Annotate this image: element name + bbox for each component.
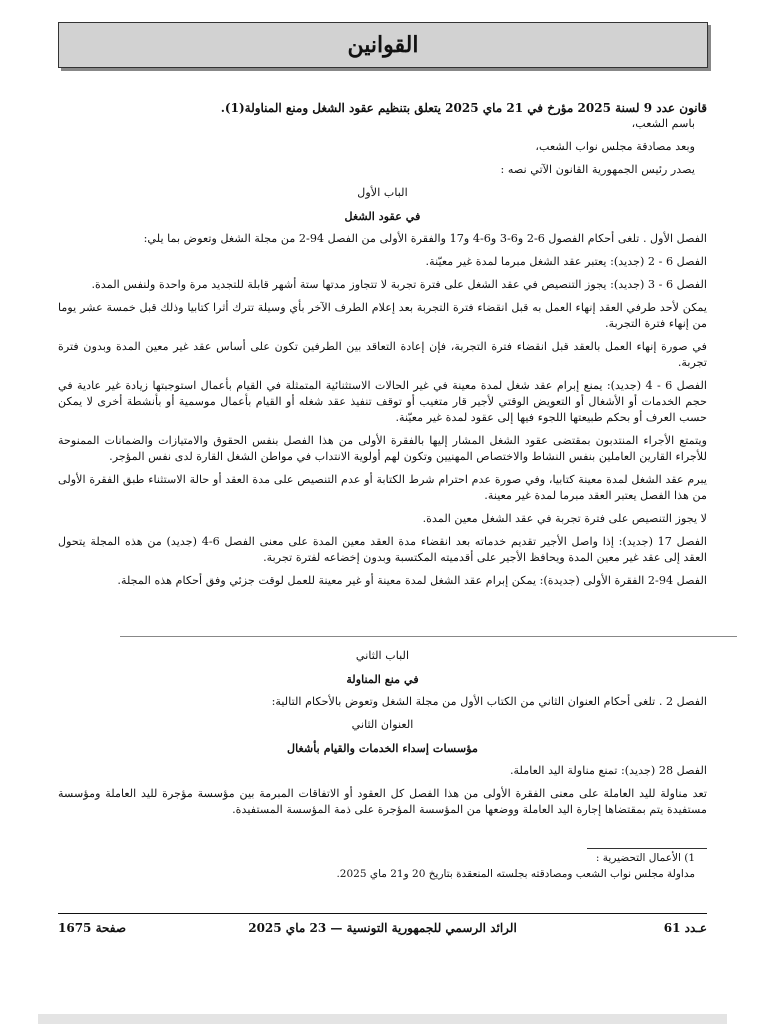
article-paragraph: يبرم عقد الشغل لمدة معينة كتابيا، وفي صورة عدم احترام شرط الكتابة أو عدم التنصيص على مدة العقد أو حالة الاستثناء طبق الفقرة الأولى من هذا الفصل يعتبر العقد مبرما لمدة غير معينة.	[58, 473, 707, 502]
article-paragraph: يمكن لأحد طرفي العقد إنهاء العمل به قبل انقضاء فترة التجربة بعد إعلام الطرف الآخر بأي وسيلة تترك أثرا كتابيا وذلك قبل خمسة عشر يوما من إنهاء فترة التجربة.	[58, 301, 707, 330]
article-paragraph: الفصل 94-2 الفقرة الأولى (جديدة): يمكن إبرام عقد الشغل لمدة معينة أو غير معينة للعمل لوقت جزئي وفق أحكام هذه المجلة.	[117, 574, 707, 587]
law-title: قانون عدد 9 لسنة 2025 مؤرخ في 21 ماي 2025 يتعلق بتنظيم عقود الشغل ومنع المناولة(1).	[220, 101, 707, 115]
article-paragraph: الفصل 28 (جديد): تمنع مناولة اليد العاملة.	[509, 764, 707, 777]
bottom-scroll-strip	[38, 1014, 727, 1024]
article-paragraph: في صورة إنهاء العمل بالعقد قبل انقضاء فترة التجربة، فإن إعادة التعاقد بين الطرفين تكون على أساس عقد غير معين المدة وبدون فترة تجربة.	[58, 340, 707, 369]
page-footer	[58, 921, 707, 939]
page-number: صفحة 1675	[58, 921, 127, 935]
issue-number: عـدد 61	[663, 921, 707, 935]
footnote-separator	[587, 848, 707, 849]
chapter-title: في منع المناولة	[346, 672, 419, 686]
chapter-title: في عقود الشغل	[344, 209, 421, 223]
article-paragraph: الفصل 6 - 2 (جديد): يعتبر عقد الشغل مبرما لمدة غير معيّنة.	[425, 255, 707, 268]
article-paragraph: ويتمتع الأجراء المنتدبون بمقتضى عقود الشغل المشار إليها بالفقرة الأولى من هذا الفصل بنفس الحقوق والامتيازات والضمانات الممنوحة للأجراء القارين العاملين بنفس النشاط والاختصاص المهنيين وتكون لهم أولوية الانتداب في مواطن الشغل القارة لدى نفس المؤجر.	[58, 434, 707, 463]
footer-rule	[58, 913, 707, 914]
preamble-line: يصدر رئيس الجمهورية القانون الآتي نصه :	[500, 163, 695, 176]
column-separator	[120, 636, 737, 637]
article-paragraph: الفصل 6 - 4 (جديد): يمنع إبرام عقد شغل لمدة معينة في غير الحالات الاستثنائية المتمثلة في القيام بأعمال استوجبتها زيادة غير عادية في حجم الخدمات أو الأشغال أو التعويض الوقتي لأجير قار متغيب أو توقف تنفيذ عقد شغله أو القيام بأعمال موسمية أو بأنشطة أخرى لا يمكن حسب العرف أو بحكم طبيعتها اللجوء فيها إلى عقود لمدة غير معيّنة.	[58, 379, 707, 424]
law-body-part2	[58, 648, 707, 818]
article-paragraph: تعد مناولة لليد العاملة على معنى الفقرة الأولى من هذا الفصل كل العقود أو الاتفاقات المبرمة بين مؤسسة مؤجرة لليد العاملة ومؤسسة مستفيدة يتم بمقتضاها إجارة اليد العاملة ووضعها من المؤسسة المؤجرة على ذمة المؤسسة المستفيدة.	[58, 787, 707, 816]
title-label: العنوان الثاني	[351, 718, 414, 731]
chapter-label: الباب الثاني	[355, 649, 410, 662]
law-body	[58, 100, 707, 589]
article-paragraph: الفصل 6 - 3 (جديد): يجوز التنصيص في عقد الشغل على فترة تجربة لا تتجاوز مدتها ستة أشهر قابلة للتجديد مرة واحدة ولنفس المدة.	[91, 278, 707, 291]
article-paragraph: الفصل الأول . تلغى أحكام الفصول 6-2 و6-3 و6-4 و17 والفقرة الأولى من الفصل 94-2 من مجلة الشغل وتعوض بما يلي:	[143, 232, 707, 245]
title-heading: مؤسسات إسداء الخدمات والقيام بأشغال	[286, 741, 479, 755]
footnotes	[58, 850, 695, 882]
section-title-box	[58, 22, 708, 68]
article-paragraph: الفصل 2 . تلغى أحكام العنوان الثاني من الكتاب الأول من مجلة الشغل وتعوض بالأحكام التالية:	[271, 695, 707, 708]
footnote-text: مداولة مجلس نواب الشعب ومصادقته بجلسته المنعقدة بتاريخ 20 و21 ماي 2025.	[336, 868, 695, 880]
section-title: القوانين	[347, 32, 419, 58]
preamble-line: باسم الشعب،	[631, 117, 695, 130]
article-paragraph: الفصل 17 (جديد): إذا واصل الأجير تقديم خدماته بعد انقضاء مدة العقد معين المدة على معنى الفصل 6-4 (جديد) من هذه المجلة يتحول العقد إلى عقد غير معين المدة ويحافظ الأجير على أقدميته المكتسبة وبدون إخضاعه لفترة تجربة.	[58, 535, 707, 564]
footnote-label: 1) الأعمال التحضيرية :	[595, 852, 695, 864]
gazette-name-date: الرائد الرسمي للجمهورية التونسية — 23 ماي 2025	[248, 921, 517, 935]
preamble-line: وبعد مصادقة مجلس نواب الشعب،	[535, 140, 695, 153]
article-paragraph: لا يجوز التنصيص على فترة تجربة في عقد الشغل معين المدة.	[422, 512, 707, 525]
chapter-label: الباب الأول	[357, 186, 408, 199]
